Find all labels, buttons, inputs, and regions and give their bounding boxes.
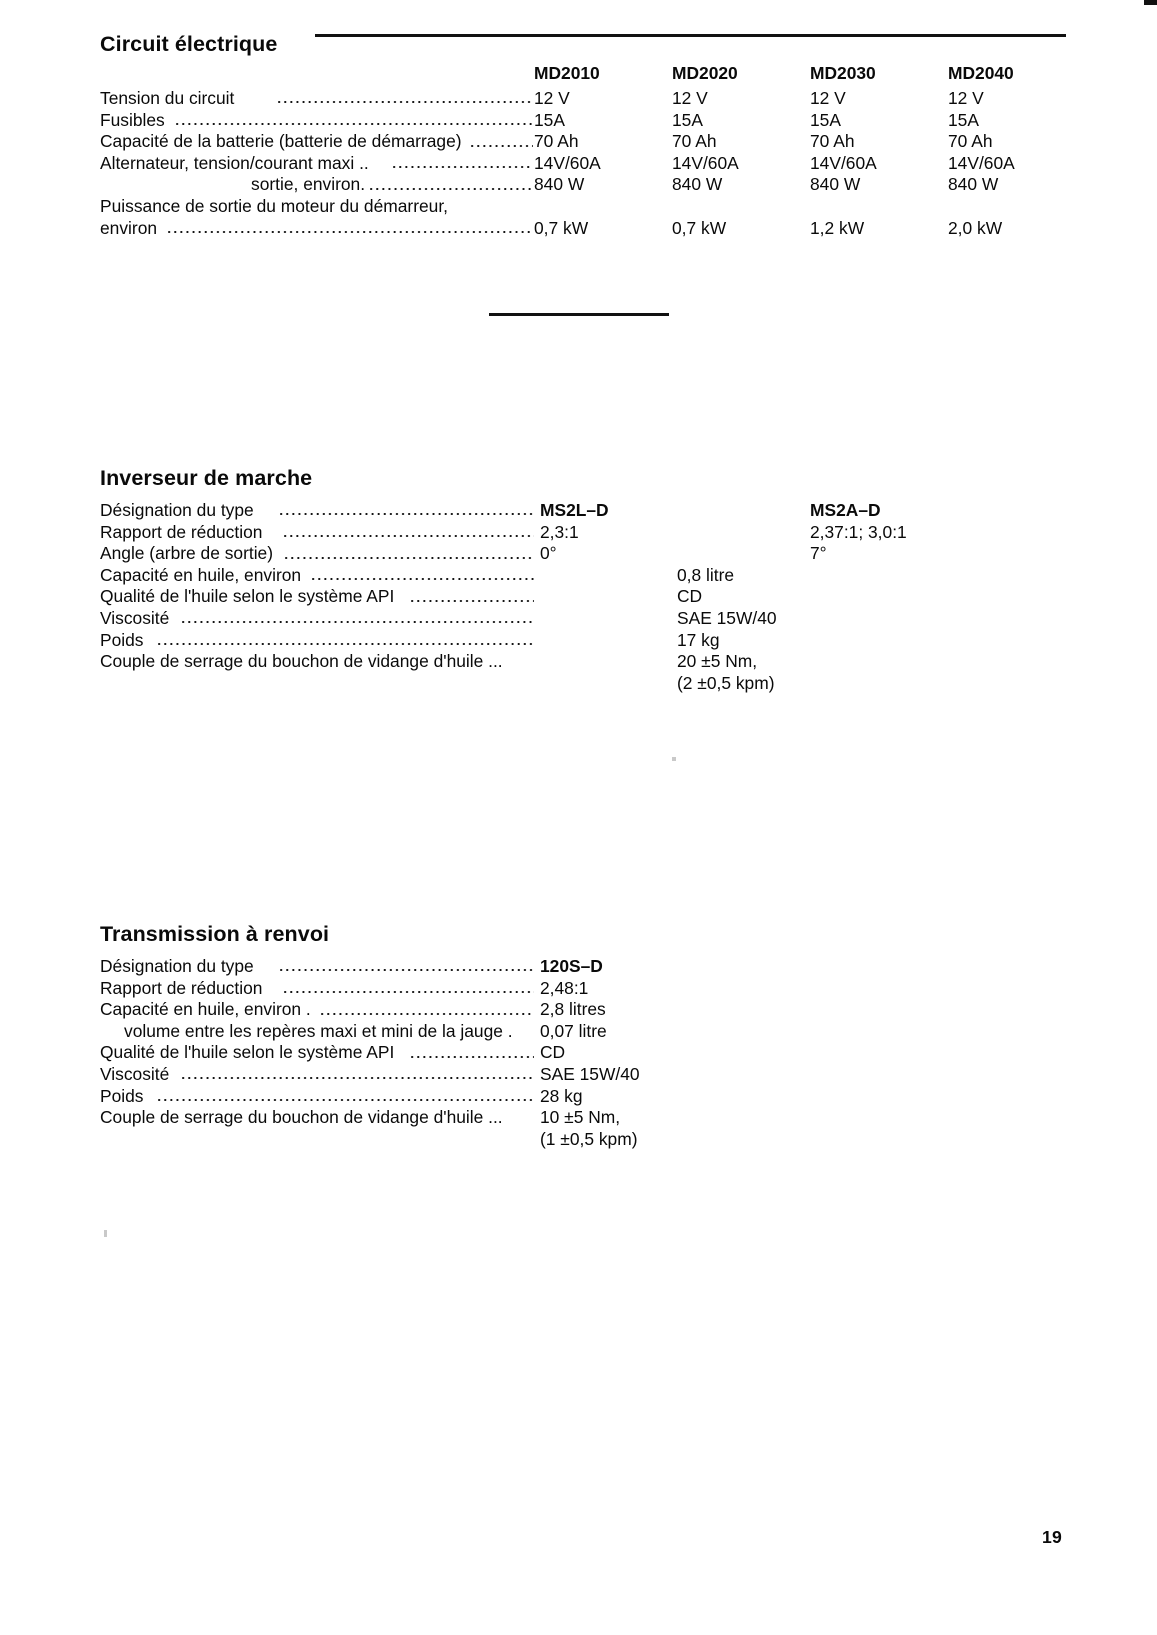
spec-value: 12 V	[810, 88, 846, 108]
spec-label: Désignation du type	[100, 956, 254, 976]
scan-corner-mark	[1144, 0, 1157, 5]
spec-value: 70 Ah	[534, 131, 579, 152]
spec-value: 0,7 kW	[534, 217, 589, 238]
table-row	[100, 1064, 1050, 1086]
spec-label: Désignation du type	[100, 500, 254, 520]
dot-leader	[280, 500, 534, 522]
spec-value-col2: 0,8 litre	[677, 564, 735, 585]
dot-leader	[158, 1086, 534, 1108]
column-header-md2020: MD2020	[672, 63, 738, 83]
spec-value: 14V/60A	[948, 152, 1015, 173]
table-row	[100, 978, 1050, 1000]
table-row	[100, 630, 1050, 652]
table-row	[100, 153, 1050, 175]
spec-value: 15A	[948, 109, 979, 130]
dot-leader	[182, 1064, 534, 1086]
table-row	[100, 174, 1050, 196]
page-number: 19	[1042, 1527, 1062, 1547]
dot-leader	[321, 999, 534, 1021]
spec-value: 15A	[534, 109, 565, 130]
spec-label: Rapport de réduction	[100, 521, 263, 542]
spec-label: Fusibles	[100, 109, 165, 130]
spec-value: 14V/60A	[810, 152, 877, 173]
table-row	[100, 218, 1050, 240]
spec-value-col3: 7°	[810, 543, 827, 564]
spec-label: environ	[100, 217, 158, 238]
spec-value: 840 W	[534, 174, 585, 195]
spec-value: CD	[540, 1042, 566, 1063]
spec-value: 10 ±5 Nm,	[540, 1107, 621, 1128]
spec-label: volume entre les repères maxi et mini de la jauge .	[124, 1020, 513, 1041]
table-row	[100, 1129, 1050, 1151]
spec-label: Couple de serrage du bouchon de vidange d'huile ...	[100, 651, 503, 672]
spec-value: 2,0 kW	[948, 217, 1003, 238]
heading-rule-top	[315, 34, 1066, 37]
spec-value: 2,48:1	[540, 977, 589, 998]
spec-table-transmission	[100, 956, 1050, 1150]
spec-value: 2,8 litres	[540, 999, 606, 1020]
spec-value: 0,07 litre	[540, 1020, 607, 1041]
table-row	[100, 88, 1050, 110]
table-row	[100, 500, 1050, 522]
spec-label: Rapport de réduction	[100, 977, 263, 998]
spec-label: Tension du circuit	[100, 88, 235, 108]
spec-value-col2: CD	[677, 586, 703, 607]
dot-leader	[471, 131, 533, 153]
spec-value: 840 W	[672, 174, 723, 195]
spec-value-col1: MS2L–D	[540, 500, 609, 520]
dot-leader	[411, 1042, 534, 1064]
spec-value: 840 W	[810, 174, 861, 195]
section-title-electrical: Circuit électrique	[100, 32, 278, 56]
spec-value-col2: SAE 15W/40	[677, 607, 777, 628]
spec-table-reverse-gear	[100, 500, 1050, 694]
spec-label: Puissance de sortie du moteur du démarreur,	[100, 195, 448, 216]
spec-value: SAE 15W/40	[540, 1063, 640, 1084]
spec-value: 12 V	[534, 88, 570, 108]
spec-value-col3: 2,37:1; 3,0:1	[810, 521, 907, 542]
spec-label: Qualité de l'huile selon le système API	[100, 586, 395, 607]
spec-value: 14V/60A	[534, 152, 601, 173]
table-row	[100, 999, 1050, 1021]
spec-label: Capacité de la batterie (batterie de démarrage)	[100, 131, 462, 152]
dot-leader	[411, 586, 534, 608]
dot-leader	[168, 218, 533, 240]
dot-leader	[182, 608, 534, 630]
table-row	[100, 1042, 1050, 1064]
spec-label: Alternateur, tension/courant maxi ..	[100, 152, 369, 173]
table-row	[100, 586, 1050, 608]
table-row	[100, 956, 1050, 978]
spec-value: 0,7 kW	[672, 217, 727, 238]
spec-value: 12 V	[948, 88, 984, 108]
dot-leader	[312, 565, 534, 587]
spec-value: 70 Ah	[672, 131, 717, 152]
column-header-md2040: MD2040	[948, 63, 1014, 83]
table-row	[100, 110, 1050, 132]
spec-value: 70 Ah	[810, 131, 855, 152]
section-title-transmission: Transmission à renvoi	[100, 922, 330, 946]
column-header-md2010: MD2010	[534, 63, 600, 83]
dot-leader	[176, 110, 533, 132]
spec-value: 15A	[672, 109, 703, 130]
dot-leader	[284, 978, 534, 1000]
spec-value: 120S–D	[540, 956, 603, 976]
spec-label: Poids	[100, 1085, 144, 1106]
spec-value: 840 W	[948, 174, 999, 195]
spec-value-col2: 20 ±5 Nm,	[677, 651, 758, 672]
spec-table-electrical	[100, 88, 1050, 239]
spec-value: 28 kg	[540, 1085, 583, 1106]
spec-value-col2: (2 ±0,5 kpm)	[677, 672, 775, 693]
spec-value-col2: 17 kg	[677, 629, 720, 650]
dot-leader	[393, 153, 533, 175]
section-separator-rule	[489, 313, 669, 316]
dot-leader	[158, 630, 534, 652]
table-row	[100, 131, 1050, 153]
table-row	[100, 651, 1050, 673]
spec-label: Couple de serrage du bouchon de vidange d'huile ...	[100, 1107, 503, 1128]
dot-leader	[370, 174, 533, 196]
scan-speck	[104, 1230, 107, 1237]
spec-value: 14V/60A	[672, 152, 739, 173]
table-row	[100, 673, 1050, 695]
table-row	[100, 543, 1050, 565]
table-row	[100, 1086, 1050, 1108]
table-row	[100, 608, 1050, 630]
spec-label: Qualité de l'huile selon le système API	[100, 1042, 395, 1063]
table-row	[100, 196, 1050, 218]
spec-label: Angle (arbre de sortie)	[100, 543, 274, 564]
spec-label: Capacité en huile, environ	[100, 564, 302, 585]
table-row	[100, 1107, 1050, 1129]
table-row	[100, 522, 1050, 544]
scan-speck	[672, 757, 676, 761]
spec-value: (1 ±0,5 kpm)	[540, 1128, 638, 1149]
section-title-reverse-gear: Inverseur de marche	[100, 466, 313, 490]
dot-leader	[285, 543, 534, 565]
spec-value-col1: 2,3:1	[540, 521, 579, 542]
spec-value: 12 V	[672, 88, 708, 108]
spec-value-col1: 0°	[540, 543, 557, 564]
dot-leader	[280, 956, 534, 978]
spec-value: 15A	[810, 109, 841, 130]
spec-value-col3: MS2A–D	[810, 500, 881, 520]
column-header-md2030: MD2030	[810, 63, 876, 83]
spec-label: Poids	[100, 629, 144, 650]
spec-value: 70 Ah	[948, 131, 993, 152]
dot-leader	[278, 88, 533, 110]
spec-label: Viscosité	[100, 607, 170, 628]
spec-value: 1,2 kW	[810, 217, 865, 238]
table-row	[100, 565, 1050, 587]
table-row	[100, 1021, 1050, 1043]
spec-label: Viscosité	[100, 1063, 170, 1084]
spec-label: sortie, environ.	[251, 174, 366, 195]
spec-label: Capacité en huile, environ .	[100, 999, 311, 1020]
dot-leader	[284, 522, 534, 544]
